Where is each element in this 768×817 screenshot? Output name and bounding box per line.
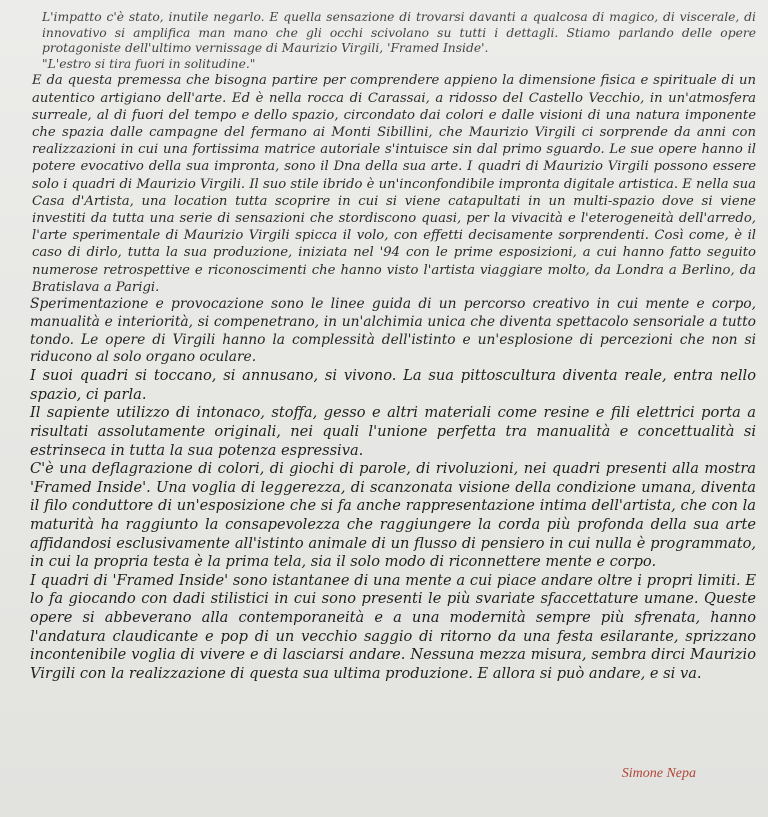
author-signature: Simone Nepa — [621, 766, 696, 781]
paragraph-1: E da questa premessa che bisogna partire per comprendere appieno la dimensione fisica e spirituale di un autentico artigiano dell'arte. Ed è nella rocca di Carassai, a ridosso del Castello Vecchio, in un'atmosfera surreale, al di fuori del tempo e dello spazio, circondato dai colori e dalle visioni di una natura imponente che spazia dalle campagne del fermano ai Monti Sibillini, che Maurizio Virgili ci sorprende da anni con realizzazioni in cui una fortissima matrice autoriale s'intuisce sin dal primo sguardo. Le sue opere hanno il potere evocativo della sua impronta, sono il Dna della sua arte. I quadri di Maurizio Virgili possono essere solo i quadri di Maurizio Virgili. Il suo stile ibrido è un'inconfondibile impronta digitale artistica. E nella sua Casa d'Artista, una location tutta scoprire in cui si viene catapultati in un multi-spazio dove si viene investiti da tutta una serie di sensazioni che stordiscono quasi, per la vivacità e l'eterogeneità dell'arredo, l'arte sperimentale di Maurizio Virgili spicca il volo, con effetti decisamente sorprendenti. Così come, è il caso di dirlo, tutta la sua produzione, iniziata nel '94 con le prime esposizioni, a cui hanno fatto seguito numerose retrospettive e riconoscimenti che hanno visto l'artista viaggiare molto, da Londra a Berlino, da Bratislava a Parigi. — [32, 73, 756, 295]
paragraph-3: I suoi quadri si toccano, si annusano, si vivono. La sua pittoscultura diventa reale, entra nello spazio, ci parla. — [30, 367, 756, 403]
paragraph-5: C'è una deflagrazione di colori, di giochi di parole, di rivoluzioni, nei quadri presenti alla mostra 'Framed Inside'. Una voglia di leggerezza, di scanzonata visione della condizione umana, diventa il filo conduttore di un'esposizione che si fa anche rappresentazione intima dell'artista, che con la maturità ha raggiunto la consapevolezza che raggiungere la corda più profonda della sua arte affidandosi esclusivamente all'istinto animale di un flusso di pensiero in cui nulla è programmato, in cui la propria testa è la prima tela, sia il solo modo di riconnettere mente e corpo. — [30, 460, 756, 571]
paragraph-2: Sperimentazione e provocazione sono le linee guida di un percorso creativo in cui mente e corpo, manualità e interiorità, si compenetrano, in un'alchimia unica che diventa spettacolo sensoriale a tutto tondo. Le opere di Virgili hanno la complessità dell'istinto e un'esplosione di percezioni che non si riducono al solo organo oculare. — [30, 296, 756, 366]
article-quote: "L'estro si tira fuori in solitudine." — [42, 56, 256, 71]
article-intro: L'impatto c'è stato, inutile negarlo. E quella sensazione di trovarsi davanti a qualcosa di magico, di viscerale, di innovativo si amplifica man mano che gli occhi scivolano su tutti i dettagli. Stiamo parlando delle opere protagoniste dell'ultimo vernissage di Maurizio Virgili, 'Framed Inside'. — [42, 10, 756, 56]
paragraph-4: Il sapiente utilizzo di intonaco, stoffa, gesso e altri materiali come resine e fili elettrici porta a risultati assolutamente originali, nei quali l'unione perfetta tra manualità e concettualità si estrinseca in tutta la sua potenza espressiva. — [30, 404, 756, 459]
paragraph-6: I quadri di 'Framed Inside' sono istantanee di una mente a cui piace andare oltre i propri limiti. E lo fa giocando con dadi stilistici in cui sono presenti le più svariate sfaccettature umane. Queste opere si abbeverano alla contemporaneità e a una modernità sempre più sfrenata, hanno l'andatura claudicante e pop di un vecchio saggio di ritorno da una festa esilarante, sprizzano incontenibile voglia di vivere e di lasciarsi andare. Nessuna mezza misura, sembra dirci Maurizio Virgili con la realizzazione di questa sua ultima produzione. E allora si può andare, e si va. — [30, 571, 756, 682]
